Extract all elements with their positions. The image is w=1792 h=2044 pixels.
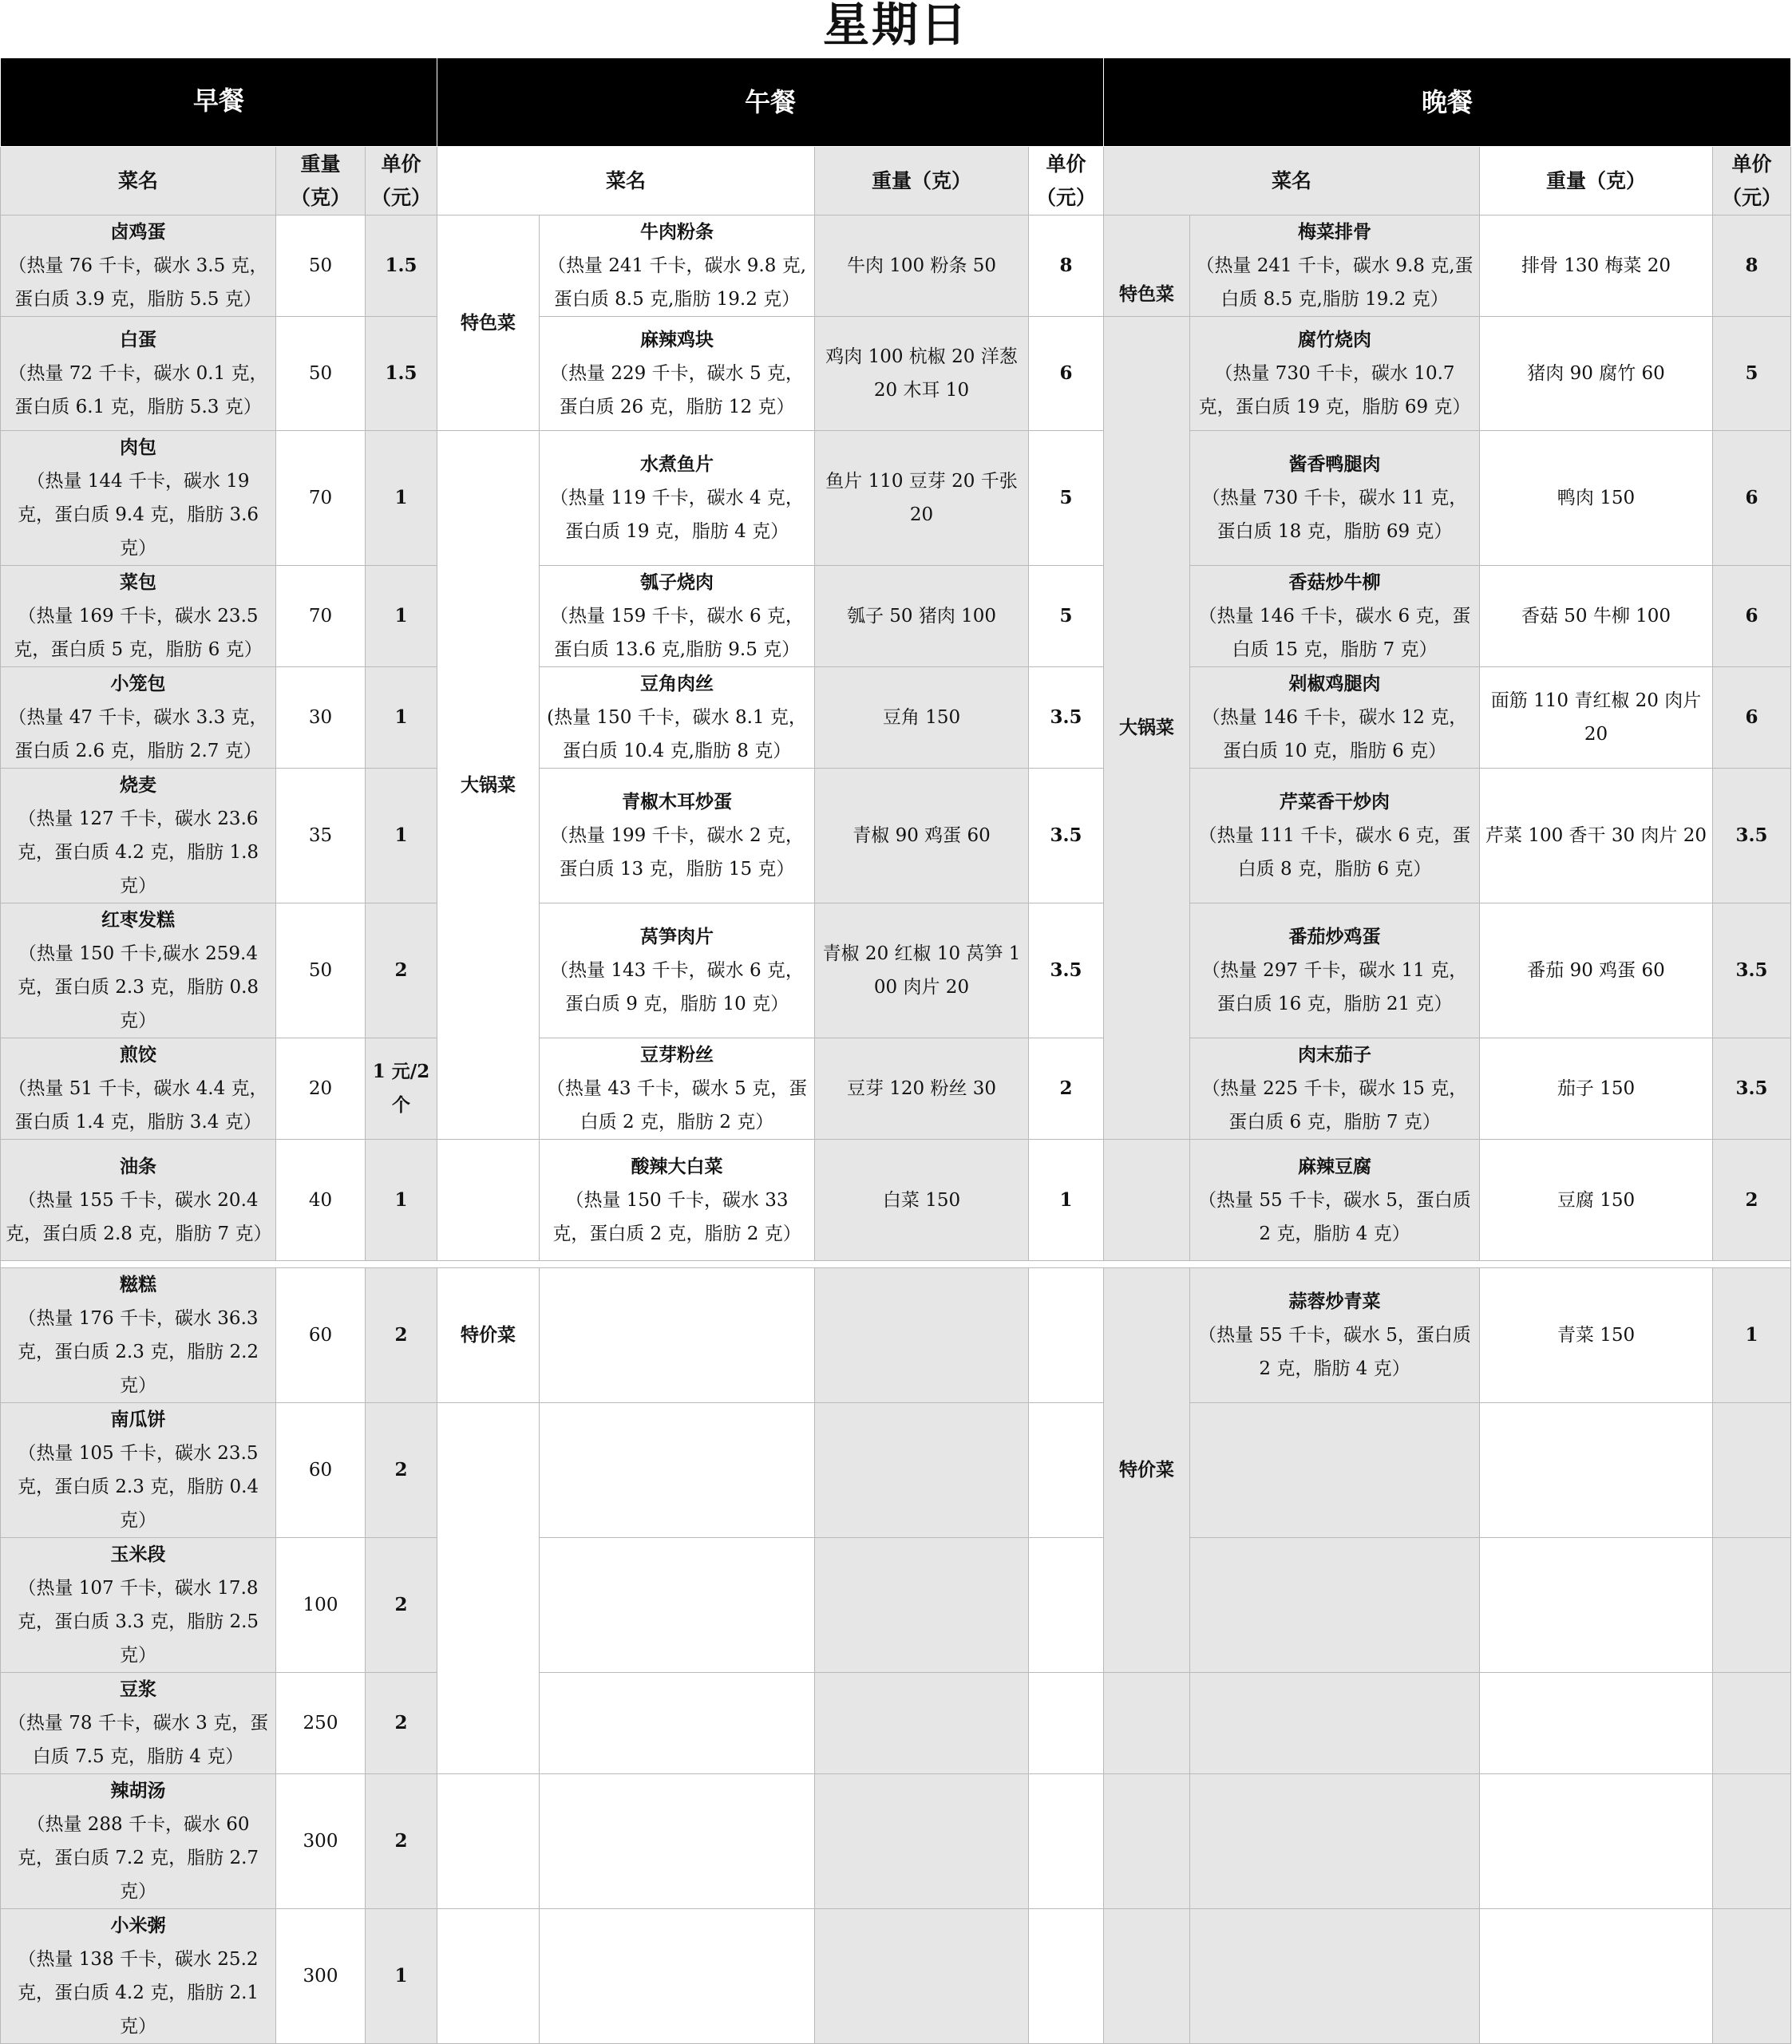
dish-name: 腐竹烧肉 (1298, 329, 1372, 350)
lunch-category-empty (437, 1774, 540, 1909)
dish-weight: 番茄 90 鸡蛋 60 (1480, 903, 1713, 1038)
dish-name: 牛肉粉条 (640, 221, 714, 243)
dish-name: 水煮鱼片 (640, 453, 714, 475)
dish-name-cell (540, 903, 815, 1038)
menu-table (0, 57, 1791, 2044)
empty-weight-cell (815, 1673, 1029, 1774)
dish-weight: 青椒 20 红椒 10 莴笋 100 肉片 20 (815, 903, 1029, 1038)
dish-name: 酸辣大白菜 (631, 1155, 723, 1177)
dish-nutrition: (热量 150 千卡，碳水 8.1 克，蛋白质 10.4 克,脂肪 8 克） (547, 707, 807, 761)
empty-weight-cell (1480, 1774, 1713, 1909)
table-row (1, 667, 1791, 769)
lunch-category-empty (437, 1403, 540, 1774)
dish-name-cell (540, 1038, 815, 1140)
dish-nutrition: （热量 159 千卡，碳水 6 克，蛋白质 13.6 克,脂肪 9.5 克） (550, 606, 804, 660)
dish-price: 1 (366, 1909, 437, 2044)
dish-price: 1 (366, 667, 437, 769)
dish-price: 1 (1029, 1140, 1104, 1261)
dinner-category-discount: 特价菜 (1104, 1268, 1190, 1673)
dish-name: 小米粥 (110, 1915, 166, 1936)
table-row (1, 1403, 1791, 1538)
dish-weight: 芹菜 100 香干 30 肉片 20 (1480, 769, 1713, 903)
dish-name: 菜包 (120, 571, 156, 593)
dish-name: 肉末茄子 (1298, 1044, 1372, 1065)
dish-nutrition: （热量 146 千卡，碳水 6 克，蛋白质 15 克，脂肪 7 克） (1198, 606, 1471, 660)
dish-name: 梅菜排骨 (1298, 221, 1372, 243)
dish-weight: 青菜 150 (1480, 1268, 1713, 1403)
dish-price: 2 (366, 903, 437, 1038)
dish-name: 玉米段 (110, 1544, 166, 1565)
empty-weight-cell (1480, 1538, 1713, 1673)
dish-price: 3.5 (1029, 903, 1104, 1038)
dish-price: 6 (1029, 317, 1104, 431)
dish-name-cell (1190, 1268, 1480, 1403)
dish-price: 6 (1713, 566, 1791, 667)
dish-name-cell (1, 1538, 276, 1673)
empty-weight-cell (815, 1538, 1029, 1673)
table-row (1, 1538, 1791, 1673)
dish-nutrition: （热量 176 千卡，碳水 36.3 克，蛋白质 2.3 克，脂肪 2.2 克） (17, 1308, 259, 1396)
dish-name-cell (540, 215, 815, 317)
empty-dish-cell (1190, 1774, 1480, 1909)
empty-weight-cell (815, 1268, 1029, 1403)
dish-nutrition: （热量 43 千卡，碳水 5 克，蛋白质 2 克，脂肪 2 克） (546, 1078, 808, 1133)
dish-name: 豆浆 (120, 1678, 156, 1700)
dish-weight: 豆角 150 (815, 667, 1029, 769)
dish-name-cell (1, 1268, 276, 1403)
breakfast-header: 早餐 (1, 58, 437, 147)
dish-price: 8 (1029, 215, 1104, 317)
dish-name: 芹菜香干炒肉 (1280, 791, 1390, 812)
dish-name-cell (540, 667, 815, 769)
dish-weight: 300 (276, 1909, 366, 2044)
dish-price: 1.5 (366, 317, 437, 431)
dish-nutrition: （热量 72 千卡，碳水 0.1 克，蛋白质 6.1 克，脂肪 5.3 克） (8, 363, 268, 417)
empty-weight-cell (815, 1774, 1029, 1909)
dish-nutrition: （热量 55 千卡，碳水 5，蛋白质 2 克，脂肪 4 克） (1198, 1189, 1471, 1244)
section-gap (1, 1261, 1791, 1268)
dish-weight: 60 (276, 1268, 366, 1403)
dish-price: 1 (366, 1140, 437, 1261)
dish-name-cell (540, 566, 815, 667)
dish-nutrition: （热量 138 千卡，碳水 25.2 克，蛋白质 4.2 克，脂肪 2.1 克） (17, 1949, 259, 2037)
dish-name: 香菇炒牛柳 (1288, 571, 1381, 593)
dish-nutrition: （热量 51 千卡，碳水 4.4 克，蛋白质 1.4 克，脂肪 3.4 克） (8, 1078, 268, 1133)
dish-name-cell (1190, 769, 1480, 903)
dish-weight: 250 (276, 1673, 366, 1774)
empty-price-cell (1029, 1909, 1104, 2044)
dish-price: 1 (366, 566, 437, 667)
dish-weight: 300 (276, 1774, 366, 1909)
empty-dish-cell (1190, 1403, 1480, 1538)
dish-name-cell (1190, 431, 1480, 566)
dish-name: 剁椒鸡腿肉 (1288, 673, 1381, 694)
dish-name-cell (1190, 1038, 1480, 1140)
dish-nutrition: （热量 241 千卡，碳水 9.8 克,蛋白质 8.5 克,脂肪 19.2 克） (547, 255, 807, 310)
dish-name-cell (1, 1038, 276, 1140)
dish-name-cell (1, 431, 276, 566)
table-row (1, 1038, 1791, 1140)
dish-weight: 面筋 110 青红椒 20 肉片 20 (1480, 667, 1713, 769)
dish-name: 南瓜饼 (110, 1409, 166, 1430)
lunch-category-pot: 大锅菜 (437, 431, 540, 1140)
dish-name-cell (1, 215, 276, 317)
dinner-price-header: 单价（元） (1713, 147, 1791, 215)
dish-nutrition: （热量 76 千卡，碳水 3.5 克，蛋白质 3.9 克，脂肪 5.5 克） (8, 255, 268, 310)
dish-name: 红枣发糕 (101, 909, 175, 931)
dish-name-cell (1190, 667, 1480, 769)
breakfast-name-header: 菜名 (1, 147, 276, 215)
dish-price: 2 (1029, 1038, 1104, 1140)
dinner-category-empty (1104, 1673, 1190, 1774)
table-row (1, 1673, 1791, 1774)
dish-name-cell (1, 667, 276, 769)
lunch-weight-header: 重量（克） (815, 147, 1029, 215)
dish-nutrition: （热量 225 千卡，碳水 15 克，蛋白质 6 克，脂肪 7 克） (1201, 1078, 1468, 1133)
dish-name-cell (1190, 317, 1480, 431)
dish-name-cell (1190, 1140, 1480, 1261)
dish-name-cell (1, 769, 276, 903)
dish-name: 小笼包 (110, 673, 166, 694)
dish-nutrition: （热量 241 千卡，碳水 9.8 克,蛋白质 8.5 克,脂肪 19.2 克） (1196, 255, 1474, 310)
dish-name: 酱香鸭腿肉 (1288, 453, 1381, 475)
table-row (1, 1268, 1791, 1403)
dish-weight: 排骨 130 梅菜 20 (1480, 215, 1713, 317)
empty-dish-cell (1190, 1673, 1480, 1774)
lunch-category-special: 特色菜 (437, 215, 540, 431)
empty-price-cell (1029, 1774, 1104, 1909)
dinner-name-header: 菜名 (1104, 147, 1480, 215)
dish-nutrition: （热量 146 千卡，碳水 12 克，蛋白质 10 克，脂肪 6 克） (1201, 707, 1468, 761)
lunch-header: 午餐 (437, 58, 1104, 147)
dish-name-cell (540, 317, 815, 431)
lunch-category-empty (437, 1909, 540, 2044)
dish-name: 麻辣豆腐 (1298, 1155, 1372, 1177)
empty-price-cell (1713, 1774, 1791, 1909)
dish-nutrition: （热量 730 千卡，碳水 11 克，蛋白质 18 克，脂肪 69 克） (1201, 488, 1468, 542)
empty-weight-cell (1480, 1909, 1713, 2044)
dish-name: 煎饺 (120, 1044, 156, 1065)
table-row (1, 903, 1791, 1038)
dish-weight: 牛肉 100 粉条 50 (815, 215, 1029, 317)
table-row (1, 769, 1791, 903)
empty-dish-cell (1190, 1909, 1480, 2044)
dish-nutrition: （热量 199 千卡，碳水 2 克，蛋白质 13 克，脂肪 15 克） (550, 825, 804, 880)
dish-weight: 猪肉 90 腐竹 60 (1480, 317, 1713, 431)
dish-price: 2 (366, 1268, 437, 1403)
dish-weight: 20 (276, 1038, 366, 1140)
dish-price: 5 (1713, 317, 1791, 431)
menu-body (1, 58, 1791, 2044)
table-row (1, 215, 1791, 317)
dish-price: 5 (1029, 566, 1104, 667)
table-row (1, 1774, 1791, 1909)
dish-name: 辣胡汤 (110, 1780, 166, 1801)
dish-nutrition: （热量 150 千卡,碳水 259.4 克，蛋白质 2.3 克，脂肪 0.8 克） (17, 943, 259, 1031)
dinner-category-empty (1104, 1774, 1190, 1909)
dish-weight: 鸡肉 100 杭椒 20 洋葱 20 木耳 10 (815, 317, 1029, 431)
dish-name: 蒜蓉炒青菜 (1288, 1291, 1381, 1312)
empty-weight-cell (815, 1403, 1029, 1538)
dish-name: 白蛋 (120, 329, 156, 350)
empty-price-cell (1713, 1909, 1791, 2044)
dish-price: 1 元/2 个 (366, 1038, 437, 1140)
dish-weight: 青椒 90 鸡蛋 60 (815, 769, 1029, 903)
dish-weight: 60 (276, 1403, 366, 1538)
dish-weight: 35 (276, 769, 366, 903)
dish-name: 糍糕 (120, 1274, 156, 1295)
dish-name: 番茄炒鸡蛋 (1288, 926, 1381, 947)
breakfast-price-header: 单价（元） (366, 147, 437, 215)
dish-nutrition: （热量 143 千卡，碳水 6 克，蛋白质 9 克，脂肪 10 克） (550, 960, 804, 1014)
dish-name-cell (1190, 566, 1480, 667)
dinner-category-empty (1104, 1140, 1190, 1261)
empty-dish-cell (1190, 1538, 1480, 1673)
empty-weight-cell (1480, 1673, 1713, 1774)
dish-price: 1 (1713, 1268, 1791, 1403)
dish-nutrition: （热量 105 千卡，碳水 23.5 克，蛋白质 2.3 克，脂肪 0.4 克） (17, 1443, 259, 1531)
dinner-category-empty (1104, 1909, 1190, 2044)
empty-dish-cell (540, 1538, 815, 1673)
empty-dish-cell (540, 1673, 815, 1774)
dish-weight: 香菇 50 牛柳 100 (1480, 566, 1713, 667)
dish-price: 6 (1713, 667, 1791, 769)
empty-dish-cell (540, 1774, 815, 1909)
dish-price: 3.5 (1713, 1038, 1791, 1140)
empty-price-cell (1029, 1673, 1104, 1774)
empty-price-cell (1029, 1538, 1104, 1673)
dish-weight: 100 (276, 1538, 366, 1673)
dish-price: 2 (366, 1403, 437, 1538)
empty-price-cell (1713, 1673, 1791, 1774)
dish-weight: 30 (276, 667, 366, 769)
dish-name-cell (1, 1403, 276, 1538)
empty-dish-cell (540, 1909, 815, 2044)
dish-nutrition: （热量 78 千卡，碳水 3 克，蛋白质 7.5 克，脂肪 4 克） (7, 1713, 269, 1767)
dish-price: 6 (1713, 431, 1791, 566)
dish-name: 青椒木耳炒蛋 (622, 791, 732, 812)
dish-weight: 50 (276, 215, 366, 317)
dish-weight: 豆腐 150 (1480, 1140, 1713, 1261)
dish-name: 肉包 (120, 437, 156, 458)
lunch-name-header: 菜名 (437, 147, 815, 215)
dish-price: 2 (366, 1538, 437, 1673)
dish-weight: 70 (276, 431, 366, 566)
dish-weight: 鱼片 110 豆芽 20 千张 20 (815, 431, 1029, 566)
dish-price: 3.5 (1713, 769, 1791, 903)
dish-nutrition: （热量 288 千卡，碳水 60 克，蛋白质 7.2 克，脂肪 2.7 克） (17, 1814, 259, 1902)
dish-name: 莴笋肉片 (640, 926, 714, 947)
dish-price: 3.5 (1713, 903, 1791, 1038)
table-row (1, 1909, 1791, 2044)
dish-nutrition: （热量 229 千卡，碳水 5 克，蛋白质 26 克，脂肪 12 克） (550, 363, 804, 417)
lunch-category-empty (437, 1140, 540, 1261)
dish-price: 1 (366, 769, 437, 903)
dish-price: 2 (366, 1774, 437, 1909)
table-row (1, 431, 1791, 566)
dish-name-cell (1, 903, 276, 1038)
empty-price-cell (1713, 1403, 1791, 1538)
lunch-price-header: 单价（元） (1029, 147, 1104, 215)
dinner-category-special: 特色菜 (1104, 215, 1190, 317)
dish-name-cell (1, 317, 276, 431)
page-title: 星期日 (822, 0, 969, 52)
dish-weight: 茄子 150 (1480, 1038, 1713, 1140)
dish-name: 麻辣鸡块 (640, 329, 714, 350)
dish-nutrition: （热量 55 千卡，碳水 5，蛋白质 2 克，脂肪 4 克） (1198, 1325, 1471, 1379)
dish-name-cell (540, 769, 815, 903)
lunch-category-discount: 特价菜 (437, 1268, 540, 1403)
dish-nutrition: （热量 144 千卡，碳水 19 克，蛋白质 9.4 克，脂肪 3.6 克） (17, 471, 259, 559)
dish-weight: 白菜 150 (815, 1140, 1029, 1261)
dish-nutrition: （热量 169 千卡，碳水 23.5 克，蛋白质 5 克，脂肪 6 克） (14, 606, 263, 660)
dish-name: 豆芽粉丝 (640, 1044, 714, 1065)
dish-nutrition: （热量 107 千卡，碳水 17.8 克，蛋白质 3.3 克，脂肪 2.5 克） (17, 1578, 259, 1666)
dish-price: 3.5 (1029, 667, 1104, 769)
dinner-weight-header: 重量（克） (1480, 147, 1713, 215)
dish-name: 烧麦 (120, 774, 156, 796)
dish-name-cell (1, 1774, 276, 1909)
dish-nutrition: （热量 127 千卡，碳水 23.6 克，蛋白质 4.2 克，脂肪 1.8 克） (17, 809, 259, 896)
empty-weight-cell (815, 1909, 1029, 2044)
dish-name: 油条 (120, 1155, 156, 1177)
dish-price: 2 (366, 1673, 437, 1774)
empty-weight-cell (1480, 1403, 1713, 1538)
dish-nutrition: （热量 155 千卡，碳水 20.4 克，蛋白质 2.8 克，脂肪 7 克） (6, 1189, 272, 1244)
dish-price: 3.5 (1029, 769, 1104, 903)
dish-weight: 豆芽 120 粉丝 30 (815, 1038, 1029, 1140)
dish-weight: 40 (276, 1140, 366, 1261)
empty-price-cell (1029, 1403, 1104, 1538)
table-row (1, 566, 1791, 667)
dish-name-cell (1190, 215, 1480, 317)
dish-name-cell (1, 566, 276, 667)
dish-name-cell (1, 1140, 276, 1261)
dish-nutrition: （热量 730 千卡，碳水 10.7 克，蛋白质 19 克，脂肪 69 克） (1198, 363, 1471, 417)
dish-name: 瓠子烧肉 (640, 571, 714, 593)
dish-price: 1.5 (366, 215, 437, 317)
dish-weight: 瓠子 50 猪肉 100 (815, 566, 1029, 667)
dish-price: 2 (1713, 1140, 1791, 1261)
dish-price: 1 (366, 431, 437, 566)
dish-nutrition: （热量 111 千卡，碳水 6 克，蛋白质 8 克，脂肪 6 克） (1198, 825, 1471, 880)
dish-nutrition: （热量 47 千卡，碳水 3.3 克，蛋白质 2.6 克，脂肪 2.7 克） (8, 707, 268, 761)
dish-weight: 70 (276, 566, 366, 667)
dish-price: 8 (1713, 215, 1791, 317)
dinner-category-pot: 大锅菜 (1104, 317, 1190, 1140)
table-row (1, 1140, 1791, 1261)
empty-dish-cell (540, 1268, 815, 1403)
table-row (1, 317, 1791, 431)
empty-price-cell (1713, 1538, 1791, 1673)
dish-nutrition: （热量 297 千卡，碳水 11 克，蛋白质 16 克，脂肪 21 克） (1201, 960, 1468, 1014)
breakfast-weight-header: 重量（克） (276, 147, 366, 215)
dish-nutrition: （热量 119 千卡，碳水 4 克，蛋白质 19 克，脂肪 4 克） (550, 488, 804, 542)
dish-name-cell (1, 1673, 276, 1774)
empty-price-cell (1029, 1268, 1104, 1403)
dish-name-cell (1190, 903, 1480, 1038)
dinner-header: 晚餐 (1104, 58, 1791, 147)
dish-weight: 50 (276, 317, 366, 431)
dish-weight: 鸭肉 150 (1480, 431, 1713, 566)
dish-name: 豆角肉丝 (640, 673, 714, 694)
dish-price: 5 (1029, 431, 1104, 566)
dish-name-cell (540, 431, 815, 566)
dish-name-cell (540, 1140, 815, 1261)
dish-nutrition: （热量 150 千卡，碳水 33 克，蛋白质 2 克，脂肪 2 克） (552, 1189, 801, 1244)
empty-dish-cell (540, 1403, 815, 1538)
dish-name: 卤鸡蛋 (110, 221, 166, 243)
dish-name-cell (1, 1909, 276, 2044)
dish-weight: 50 (276, 903, 366, 1038)
